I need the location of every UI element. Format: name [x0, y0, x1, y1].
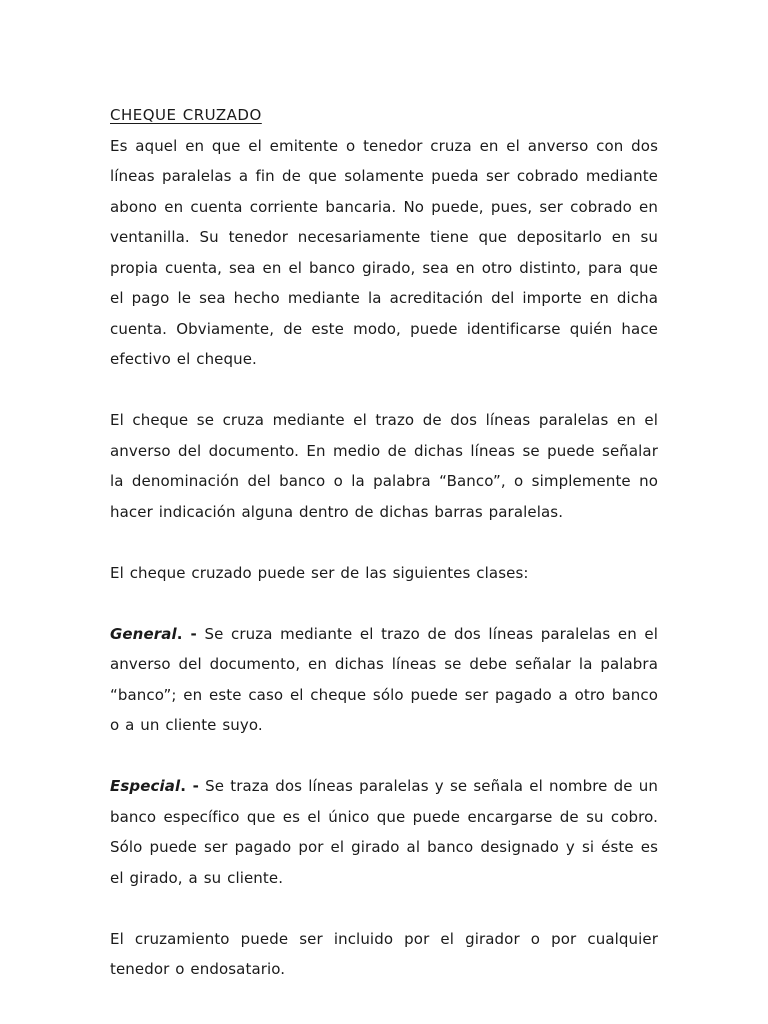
paragraph-crossing-method: El cheque se cruza mediante el trazo de dos líneas paralelas en el anverso del documento. En medio de dichas líneas se puede señalar la denominación del banco o la palabra “Banco”, o simplemente no hacer indicación alguna dentro de dichas barras paralelas.	[110, 411, 658, 521]
paragraph-gap	[110, 527, 658, 558]
term-separator: . -	[180, 777, 199, 795]
paragraph-especial	[110, 771, 658, 893]
term-general: General	[110, 624, 177, 643]
paragraph-gap	[110, 375, 658, 406]
document-page	[110, 100, 658, 985]
paragraph-definition: Es aquel en que el emitente o tenedor cruza en el anverso con dos líneas paralelas a fin de que solamente pueda ser cobrado mediante abono en cuenta corriente bancaria. No puede, pues, ser cobrado en ventanilla. Su tenedor necesariamente tiene que depositarlo en su propia cuenta, sea en el banco girado, sea en otro distinto, para que el pago le sea hecho mediante la acreditación del importe en dicha cuenta. Obviamente, de este modo, puede identificarse quién hace efectivo el cheque.	[110, 136, 658, 368]
paragraph-general	[110, 619, 658, 741]
paragraph-gap	[110, 741, 658, 772]
term-especial: Especial	[110, 777, 181, 795]
general-description: Se cruza mediante el trazo de dos líneas paralelas en el anverso del documento, en dichas líneas se debe señalar la palabra “banco”; en este caso el cheque sólo puede ser pagado a otro banco o a un cliente suyo.	[110, 624, 658, 734]
term-separator: . -	[176, 624, 197, 643]
paragraph-gap	[110, 893, 658, 924]
especial-description: Se traza dos líneas paralelas y se señala el nombre de un banco específico que es el único que puede encargarse de su cobro. Sólo puede ser pagado por el girado al banco designado y si éste es el girado, a su cliente.	[110, 777, 659, 887]
paragraph-classes-intro: El cheque cruzado puede ser de las siguientes clases:	[110, 563, 529, 582]
paragraph-crossing-who: El cruzamiento puede ser incluido por el girador o por cualquier tenedor o endosatario.	[110, 929, 658, 978]
document-title: CHEQUE CRUZADO	[110, 106, 262, 124]
paragraph-gap	[110, 588, 658, 619]
